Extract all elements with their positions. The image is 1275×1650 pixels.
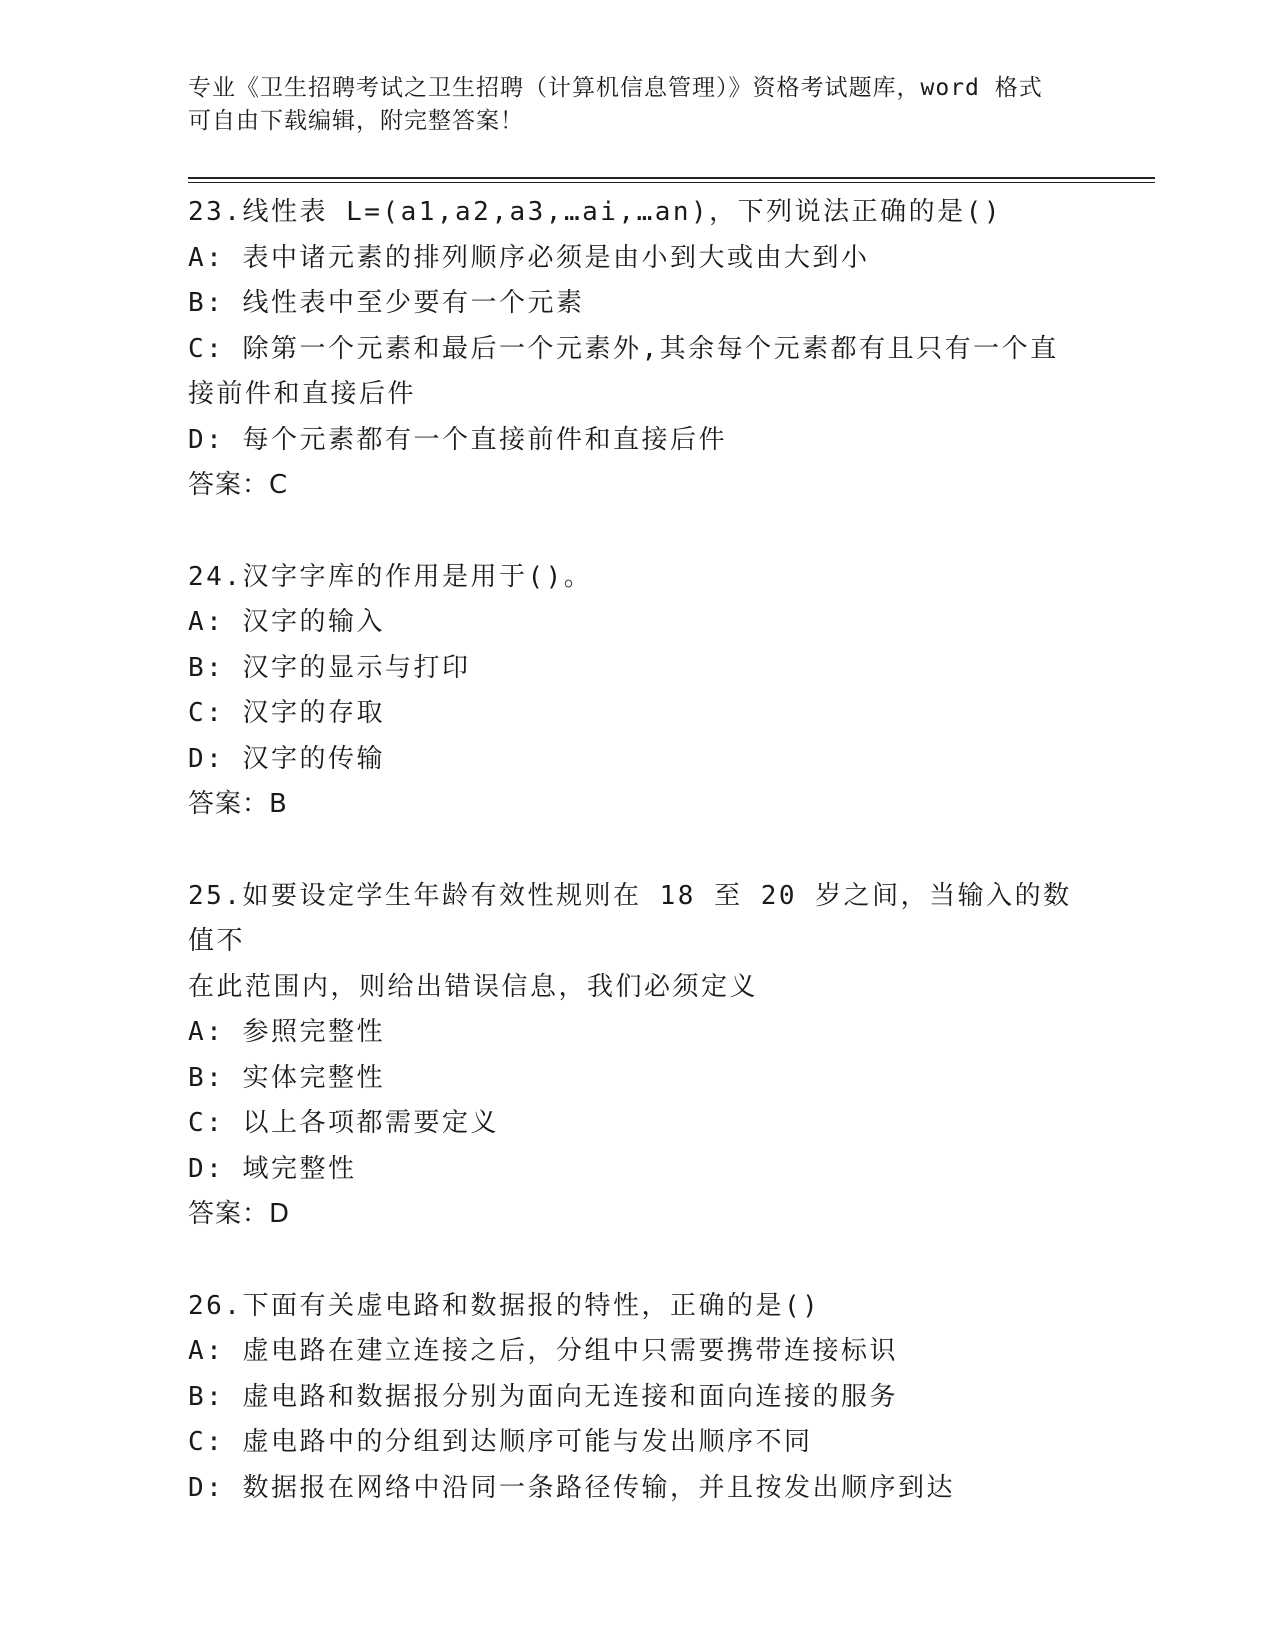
header-line-1: 专业《卫生招聘考试之卫生招聘（计算机信息管理）》资格考试题库，word 格式 [188,75,1043,101]
header-rule-thick [188,177,1155,179]
question-stem: 24.汉字字库的作用是用于()。 [188,561,593,592]
option-line: A: 虚电路在建立连接之后，分组中只需要携带连接标识 [188,1336,898,1366]
option-line: C: 以上各项都需要定义 [188,1108,499,1138]
option-line: B: 实体完整性 [188,1062,385,1093]
option-line: C: 虚电路中的分组到达顺序可能与发出顺序不同 [188,1427,813,1457]
option-line: C: 汉字的存取 [188,698,385,728]
option-line: D: 汉字的传输 [188,743,385,774]
question-stem: 23.线性表 L=(a1,a2,a3,…ai,…an)，下列说法正确的是() [188,197,1002,227]
question-stem: 26.下面有关虚电路和数据报的特性，正确的是() [188,1290,821,1321]
document-header [188,72,1068,138]
option-line: B: 虚电路和数据报分别为面向无连接和面向连接的服务 [188,1381,898,1412]
header-rule-thin [188,182,1155,183]
question-list [188,190,1088,1557]
question-stem: 25.如要设定学生年龄有效性规则在 18 至 20 岁之间，当输入的数值不 [188,880,1072,956]
question-block [188,1284,1088,1512]
question-block [188,555,1088,828]
option-line: D: 数据报在网络中沿同一条路径传输，并且按发出顺序到达 [188,1472,955,1503]
option-line: A: 表中诸元素的排列顺序必须是由小到大或由大到小 [188,242,870,273]
answer-line: 答案：B [188,789,288,819]
question-stem: 在此范围内，则给出错误信息，我们必须定义 [188,971,759,1002]
answer-line: 答案：C [188,470,289,500]
option-line: C: 除第一个元素和最后一个元素外,其余每个元素都有且只有一个直 [188,333,1059,364]
header-line-2: 可自由下载编辑，附完整答案！ [188,108,524,134]
option-line: D: 域完整性 [188,1153,357,1184]
option-line: A: 参照完整性 [188,1017,385,1047]
question-block [188,874,1088,1238]
option-line: B: 汉字的显示与打印 [188,652,471,683]
option-line: D: 每个元素都有一个直接前件和直接后件 [188,424,727,455]
question-block [188,190,1088,509]
option-line: B: 线性表中至少要有一个元素 [188,288,585,318]
option-line: 接前件和直接后件 [188,379,417,409]
answer-line: 答案：D [188,1199,291,1229]
option-line: A: 汉字的输入 [188,607,385,637]
